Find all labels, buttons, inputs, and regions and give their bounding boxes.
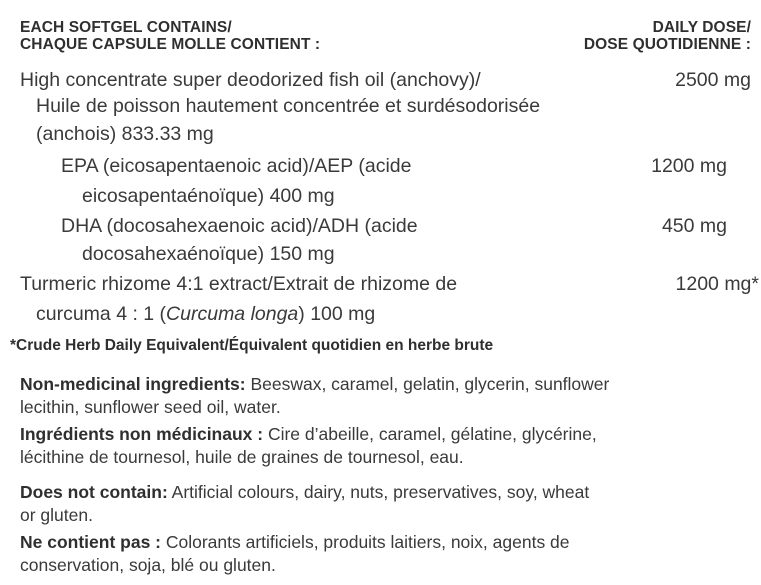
- non-medicinal-ingredients-en: [20, 373, 755, 419]
- daily-dose-header-en: DAILY DOSE/: [652, 19, 751, 36]
- turmeric-name-line2: [36, 301, 375, 327]
- dha-name-line2: docosahexaénoïque) 150 mg: [82, 243, 335, 265]
- non-medicinal-fr-line2: lécithine de tournesol, huile de graines de tournesol, eau.: [20, 447, 464, 467]
- fish-oil-dose: 2500 mg: [675, 69, 751, 91]
- fish-oil-name-line3: (anchois) 833.33 mg: [36, 123, 214, 145]
- does-not-contain-fr-line2: conservation, soja, blé ou gluten.: [20, 555, 276, 575]
- fish-oil-name-line2: Huile de poisson hautement concentrée et surdésodorisée: [36, 95, 541, 117]
- crude-herb-footnote: *Crude Herb Daily Equivalent/Équivalent quotidien en herbe brute: [10, 337, 494, 354]
- contents-header-en: EACH SOFTGEL CONTAINS/: [20, 19, 232, 36]
- does-not-contain-en-text1: Artificial colours, dairy, nuts, preservatives, soy, wheat: [167, 482, 590, 502]
- non-medicinal-fr-line1: [20, 423, 755, 446]
- non-medicinal-fr-text1: Cire d’abeille, caramel, gélatine, glycérine,: [263, 424, 597, 444]
- does-not-contain-en-label: Does not contain:: [20, 482, 168, 502]
- non-medicinal-en-line2: lecithin, sunflower seed oil, water.: [20, 397, 281, 417]
- epa-dose: 1200 mg: [651, 155, 727, 177]
- does-not-contain-fr-line1: [20, 531, 755, 554]
- does-not-contain-en-line1: [20, 481, 755, 504]
- daily-dose-header: [584, 19, 751, 53]
- turmeric-name-line1: Turmeric rhizome 4:1 extract/Extrait de rhizome de: [20, 273, 458, 295]
- contents-header-fr: CHAQUE CAPSULE MOLLE CONTIENT :: [20, 36, 321, 53]
- turmeric-dose: 1200 mg*: [675, 273, 759, 295]
- non-medicinal-en-text1: Beeswax, caramel, gelatin, glycerin, sunflower: [245, 374, 610, 394]
- does-not-contain-en-line2: or gluten.: [20, 505, 93, 525]
- fish-oil-name-line1: High concentrate super deodorized fish oil (anchovy)/: [20, 69, 481, 91]
- turmeric-latin-name: Curcuma longa: [166, 303, 299, 325]
- epa-name-line1: EPA (eicosapentaenoic acid)/AEP (acide: [61, 155, 412, 177]
- does-not-contain-fr: [20, 531, 755, 577]
- does-not-contain-fr-label: Ne contient pas :: [20, 532, 161, 552]
- daily-dose-header-fr: DOSE QUOTIDIENNE :: [583, 36, 751, 53]
- non-medicinal-ingredients-fr: [20, 423, 755, 469]
- turmeric-prefix: curcuma 4 : 1 (: [36, 303, 167, 325]
- epa-name-line2: eicosapentaénoïque) 400 mg: [82, 185, 335, 207]
- contents-header: [20, 19, 320, 53]
- does-not-contain-en: [20, 481, 755, 527]
- non-medicinal-fr-label: Ingrédients non médicinaux :: [20, 424, 264, 444]
- turmeric-suffix: ) 100 mg: [298, 303, 376, 325]
- non-medicinal-en-line1: [20, 373, 755, 396]
- non-medicinal-en-label: Non-medicinal ingredients:: [20, 374, 246, 394]
- dha-dose: 450 mg: [661, 215, 727, 237]
- dha-name-line1: DHA (docosahexaenoic acid)/ADH (acide: [61, 215, 418, 237]
- does-not-contain-fr-text1: Colorants artificiels, produits laitiers, noix, agents de: [161, 532, 570, 552]
